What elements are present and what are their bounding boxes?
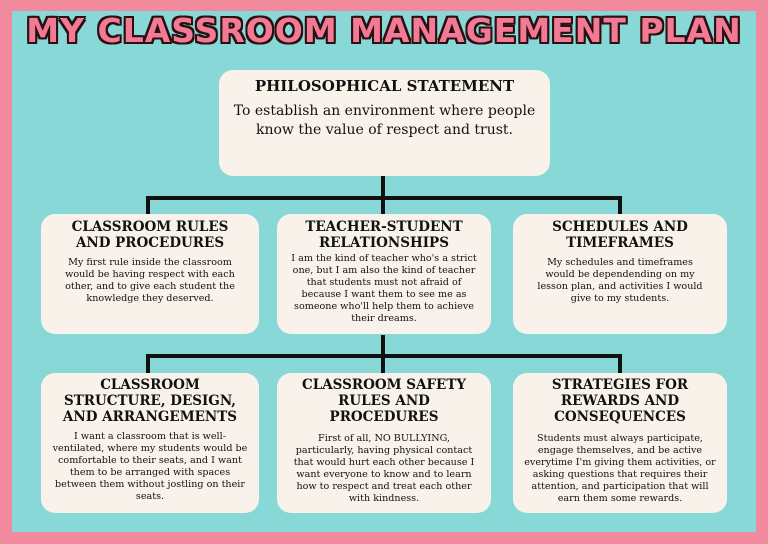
page-title: MY CLASSROOM MANAGEMENT PLAN [26,11,742,50]
classroom-structure-heading: CLASSROOM STRUCTURE, DESIGN, AND ARRANGEMENTS [62,377,238,425]
classroom-rules-box [41,214,259,334]
classroom-structure-box [41,373,259,513]
teacher-student-heading: TEACHER-STUDENT RELATIONSHIPS [305,219,463,251]
classroom-rules-heading: CLASSROOM RULES AND PROCEDURES [71,219,229,251]
connector-row2-left [146,354,150,373]
connector-root-stem [381,176,385,198]
rewards-consequences-box [513,373,727,513]
schedules-text: My schedules and timeframes would be dependending on my lesson plan, and activities I would give to my students. [537,257,703,304]
classroom-structure-text: I want a classroom that is well-ventilated, where my students would be comfortable to their seats, and I want them to be arranged with spaces between them without jostling on their seats. [52,431,248,502]
philosophical-statement-box [219,70,550,176]
classroom-rules-text: My first rule inside the classroom would be having respect with each other, and to give each student the knowledge they deserved. [65,257,235,304]
teacher-student-text: I am the kind of teacher who's a strict one, but I am also the kind of teacher that students must not afraid of because I want them to see me as someone who'll help them to achieve their dreams. [291,253,477,324]
connector-row1-left [146,196,150,214]
rewards-consequences-heading: STRATEGIES FOR REWARDS AND CONSEQUENCES [551,377,689,425]
classroom-safety-heading: CLASSROOM SAFETY RULES AND PROCEDURES [301,377,467,425]
teacher-student-box [277,214,491,334]
rewards-consequences-text: Students must always participate, engage themselves, and be active everytime I'm giving them activities, or asking questions that requires their attention, and participation that will earn them some rewards. [524,433,716,504]
classroom-safety-box [277,373,491,513]
connector-row2-mid [381,354,385,373]
connector-row2-right [618,354,622,373]
connector-row1-mid [381,196,385,214]
schedules-heading: SCHEDULES AND TIMEFRAMES [552,219,688,251]
philosophical-statement-heading: PHILOSOPHICAL STATEMENT [254,77,515,95]
connector-row1-right [618,196,622,214]
schedules-box [513,214,727,334]
classroom-safety-text: First of all, NO BULLYING, particularly, having physical contact that would hurt each other because I want everyone to know and to learn how to respect and treat each other with kindness. [293,433,475,504]
philosophical-statement-text: To establish an environment where people know the value of respect and trust. [233,103,536,138]
